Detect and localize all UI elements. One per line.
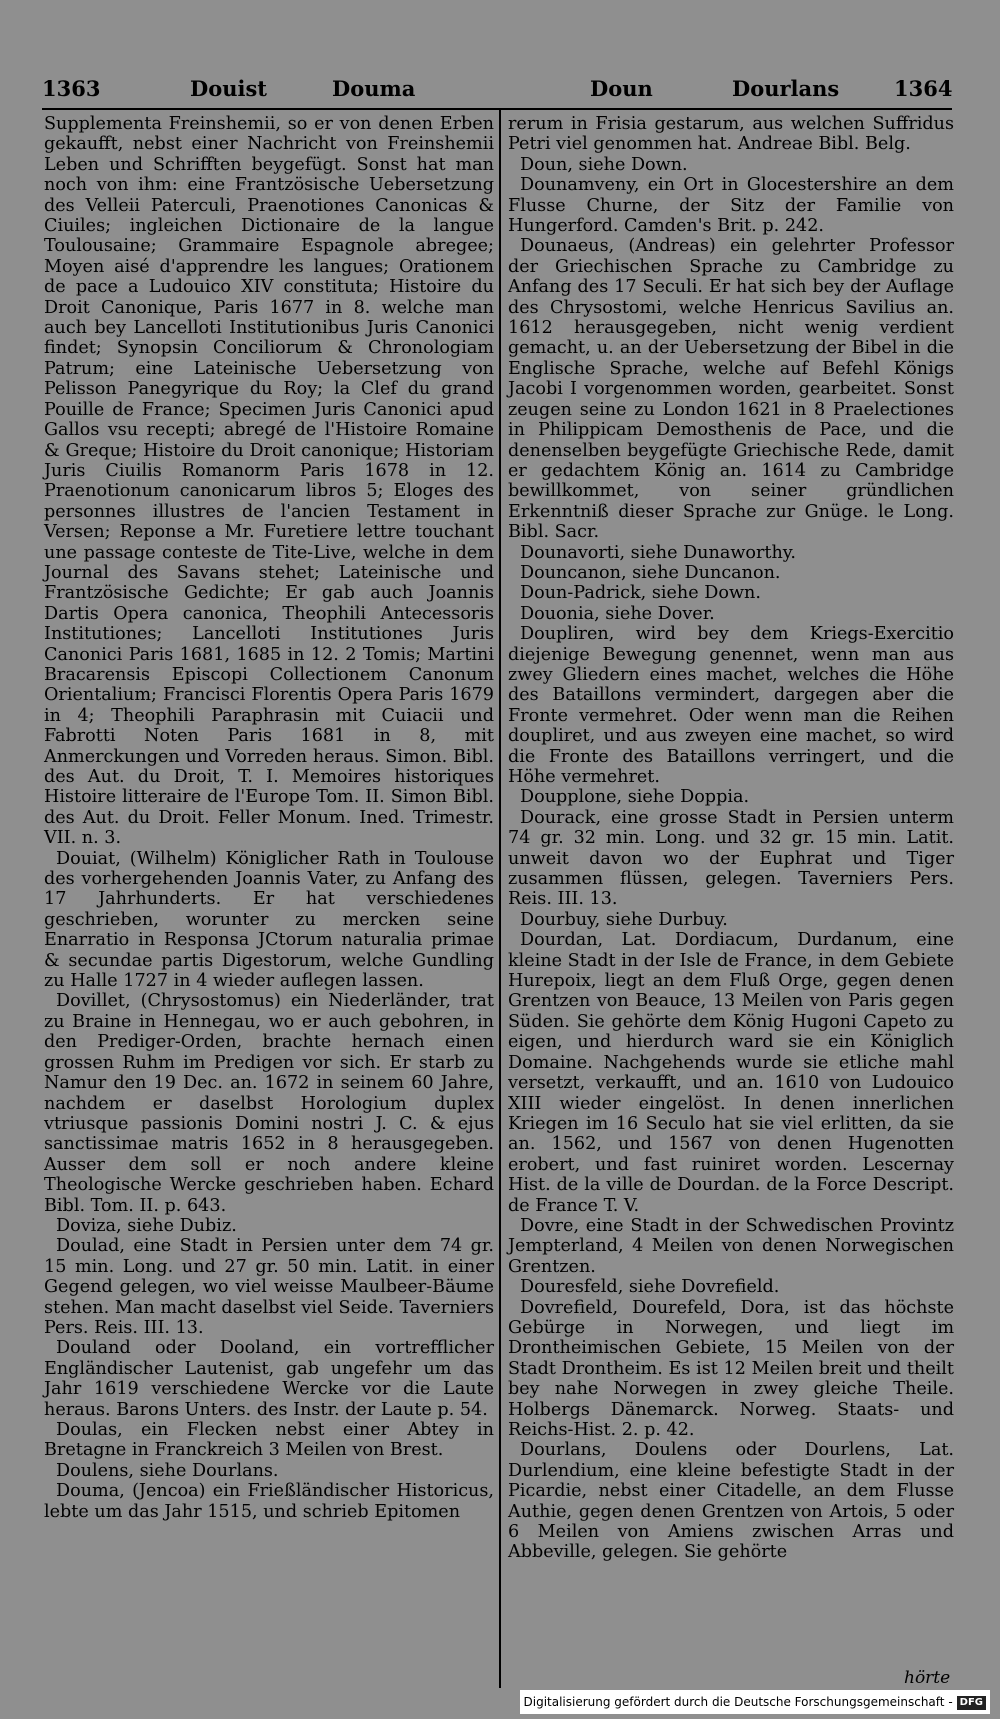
left-column bbox=[44, 114, 494, 1522]
page-number-left: 1363 bbox=[42, 76, 101, 101]
entry-paragraph: Doupplone, siehe Doppia. bbox=[520, 787, 750, 808]
entry-paragraph: Dovre, eine Stadt in der Schwedischen Provintz Jempterland, 4 Meilen von denen Norwegischen Grentzen. bbox=[508, 1215, 954, 1277]
header-word-1: Douist bbox=[190, 76, 267, 101]
entry-paragraph: Dounamveny, ein Ort in Glocestershire an dem Flusse Churne, der Sitz der Familie von Hungerford. Camden's Brit. p. 242. bbox=[508, 175, 954, 237]
entry-paragraph: Dourlans, Doulens oder Dourlens, Lat. Durlendium, eine kleine befestigte Stadt in der Picardie, nebst einer Citadelle, an dem Flusse Authie, gegen denen Grentzen von Artois, 5 oder 6 Meilen von Amiens zwischen Arras und Abbeville, gelegen. Sie gehörte bbox=[508, 1440, 954, 1563]
entry-paragraph: Doulad, eine Stadt in Persien unter dem 74 gr. 15 min. Long. und 27 gr. 50 min. Latit. in einer Gegend gelegen, wo viel weisse Maulbeer-Bäume stehen. Man macht daselbst viel Seide. Taverniers Pers. Reis. III. 13. bbox=[44, 1236, 494, 1338]
digitization-footer bbox=[520, 1690, 990, 1714]
entry-paragraph: Doun-Padrick, siehe Down. bbox=[520, 583, 761, 604]
entry-paragraph: Douresfeld, siehe Dovrefield. bbox=[520, 1277, 780, 1298]
entry-paragraph: Douma, (Jencoa) ein Frießländischer Historicus, lebte um das Jahr 1515, und schrieb Epitomen bbox=[44, 1481, 494, 1522]
right-column bbox=[508, 114, 954, 1563]
entry-paragraph: Dounavorti, siehe Dunaworthy. bbox=[520, 542, 796, 563]
entry-paragraph: Dounaeus, (Andreas) ein gelehrter Professor der Griechischen Sprache zu Cambridge zu Anfang des 17 Seculi. Er hat sich bey der Auflage des Chrysostomi, welche Henricus Savilius an. 1612 herausgegeben, nicht wenig verdient gemacht, u. an der Uebersetzung der Bibel in die Englische Sprache, welche auf Befehl Königs Jacobi I vorgenommen worden, gearbeitet. Sonst zeugen seine zu London 1621 in 8 Praelectiones in Philippicam Demosthenis de Pace, und die denenselben beygefügte Griechische Rede, damit er gedachtem König an. 1614 zu Cambridge bewillkommet, von seiner gründlichen Erkenntniß dieser Sprache zur Gnüge. le Long. Bibl. Sacr. bbox=[508, 236, 954, 543]
header-word-4: Dourlans bbox=[732, 76, 840, 101]
entry-paragraph: Dourdan, Lat. Dordiacum, Durdanum, eine kleine Stadt in der Isle de France, in dem Gebiete Hurepoix, liegt an dem Fluß Orge, gegen denen Grentzen von Beauce, 13 Meilen von Paris gegen Süden. Sie gehörte dem König Hugoni Capeto zu eigen, und hierdurch ward sie ein Königlich Domaine. Nachgehends wurde sie etliche mahl versetzt, verkaufft, und an. 1610 von Ludouico XIII wieder eingelöst. In denen innerlichen Kriegen im 16 Seculo hat sie viel erlitten, da sie an. 1562, und 1567 von denen Hugenotten erobert, und fast ruiniret worden. Lescernay Hist. de la ville de Dourdan. de la Force Descript. de France T. V. bbox=[508, 930, 954, 1216]
entry-paragraph: Douncanon, siehe Duncanon. bbox=[520, 562, 781, 583]
entry-paragraph: Doviza, siehe Dubiz. bbox=[56, 1215, 237, 1236]
entry-paragraph: Dovillet, (Chrysostomus) ein Niederländer, trat zu Braine in Hennegau, wo er auch gebohren, in den Prediger-Orden, brachte hernach einen grossen Ruhm im Predigen vor sich. Er starb zu Namur den 19 Dec. an. 1672 in seinem 60 Jahre, nachdem er daselbst Horologium duplex vtriusque passionis Domini nostri J. C. & ejus sanctissimae matris 1652 in 8 herausgegeben. Ausser dem soll er noch andere kleine Theologische Wercke geschrieben haben. Echard Bibl. Tom. II. p. 643. bbox=[44, 991, 494, 1216]
entry-paragraph: Doupliren, wird bey dem Kriegs-Exercitio diejenige Bewegung genennet, wenn man aus zwey Gliedern eines machet, welches die Höhe des Bataillons vermindert, dargegen aber die Fronte vermehret. Oder wenn man die Reihen doupliret, und aus zweyen eine machet, so wird die Fronte des Bataillons verringert, und die Höhe vermehret. bbox=[508, 624, 954, 787]
entry-paragraph: Supplementa Freinshemii, so er von denen Erben gekaufft, nebst einer Nachricht von Freinshemii Leben und Schrifften beygefügt. Sonst hat man noch von ihm: eine Frantzösische Uebersetzung des Velleii Paterculi, Praenotiones Canonicas & Ciuiles; ingleichen Dictionaire de la langue Toulousaine; Grammaire Espagnole abregee; Moyen aisé d'apprendre les langues; Orationem de pace a Ludouico XIV constituta; Histoire du Droit Canonique, Paris 1677 in 8. welche man auch bey Lancelloti Institutionibus Juris Canonici findet; Synopsin Conciliorum & Chronologiam Patrum; eine Lateinische Uebersetzung von Pelisson Panegyrique du Roy; la Clef du grand Pouille de France; Specimen Juris Canonici apud Gallos vsu recepti; abregé de l'Histoire Romaine & Greque; Histoire du Droit canonique; Historiam Juris Ciuilis Romanorm Paris 1678 in 12. Praenotionum canonicarum libros 5; Eloges des personnes illustres de l'ancien Testament in Versen; Reponse a Mr. Furetiere lettre touchant une passage conteste de Tite-Live, welche in dem Journal des Savans stehet; Lateinische und Frantzösische Gedichte; Er gab auch Joannis Dartis Opera canonica, Theophili Antecessoris Institutiones; Lancelloti Institutiones Juris Canonici Paris 1681, 1685 in 12. 2 Tomis; Martini Bracarensis Episcopi Collectionem Canonum Orientalium; Francisci Florentis Opera Paris 1679 in 4; Theophili Paraphrasin mit Cuiacii und Fabrotti Noten Paris 1681 in 8, mit Anmerckungen und Vorreden heraus. Simon. Bibl. des Aut. du Droit, T. I. Memoires historiques Histoire litteraire de l'Europe Tom. II. Simon Bibl. des Aut. du Droit. Feller Monum. Ined. Trimestr. VII. n. 3. bbox=[44, 114, 494, 849]
page-header bbox=[42, 76, 952, 106]
entry-paragraph: Dourack, eine grosse Stadt in Persien unterm 74 gr. 32 min. Long. und 32 gr. 15 min. Latit. unweit davon wo der Euphrat und Tiger zusammen flüssen, gelegen. Taverniers Pers. Reis. III. 13. bbox=[508, 807, 954, 910]
footer-text: Digitalisierung gefördert durch die Deutsche Forschungsgemeinschaft - bbox=[523, 1695, 953, 1709]
entry-paragraph: Douonia, siehe Dover. bbox=[520, 603, 715, 624]
entry-paragraph: Douland oder Dooland, ein vortrefflicher Engländischer Lautenist, gab ungefehr um das Jahr 1619 verschiedene Wercke vor die Laute heraus. Barons Unters. des Instr. der Laute p. 54. bbox=[44, 1338, 494, 1420]
catchword: hörte bbox=[904, 1668, 951, 1688]
entry-paragraph: Doulens, siehe Dourlans. bbox=[56, 1460, 279, 1481]
header-word-3: Doun bbox=[590, 76, 653, 101]
column-divider bbox=[499, 110, 501, 1688]
dfg-logo: DFG bbox=[957, 1696, 986, 1710]
header-rule bbox=[42, 108, 952, 110]
entry-paragraph: Douiat, (Wilhelm) Königlicher Rath in Toulouse des vorhergehenden Joannis Vater, zu Anfang des 17 Jahrhunderts. Er hat verschiedenes geschrieben, worunter zu mercken seine Enarratio in Responsa JCtorum naturalia primae & secundae partis Digestorum, welche Gundling zu Halle 1727 in 4 wieder auflegen lassen. bbox=[44, 848, 494, 992]
entry-paragraph: Dovrefield, Dourefeld, Dora, ist das höchste Gebürge in Norwegen, und liegt im Drontheimischen Gebiete, 15 Meilen von der Stadt Drontheim. Es ist 12 Meilen breit und theilt bey nahe Norwegen in zwey gleiche Theile. Holbergs Dänemarck. Norweg. Staats- und Reichs-Hist. 2. p. 42. bbox=[508, 1297, 954, 1440]
page-number-right: 1364 bbox=[894, 76, 953, 101]
header-word-2: Douma bbox=[332, 76, 416, 101]
entry-paragraph: rerum in Frisia gestarum, aus welchen Suffridus Petri viel genommen hat. Andreae Bibl. Belg. bbox=[508, 114, 954, 155]
entry-paragraph: Doun, siehe Down. bbox=[520, 154, 688, 175]
entry-paragraph: Dourbuy, siehe Durbuy. bbox=[520, 909, 728, 930]
entry-paragraph: Doulas, ein Flecken nebst einer Abtey in Bretagne in Franckreich 3 Meilen von Brest. bbox=[44, 1420, 494, 1461]
